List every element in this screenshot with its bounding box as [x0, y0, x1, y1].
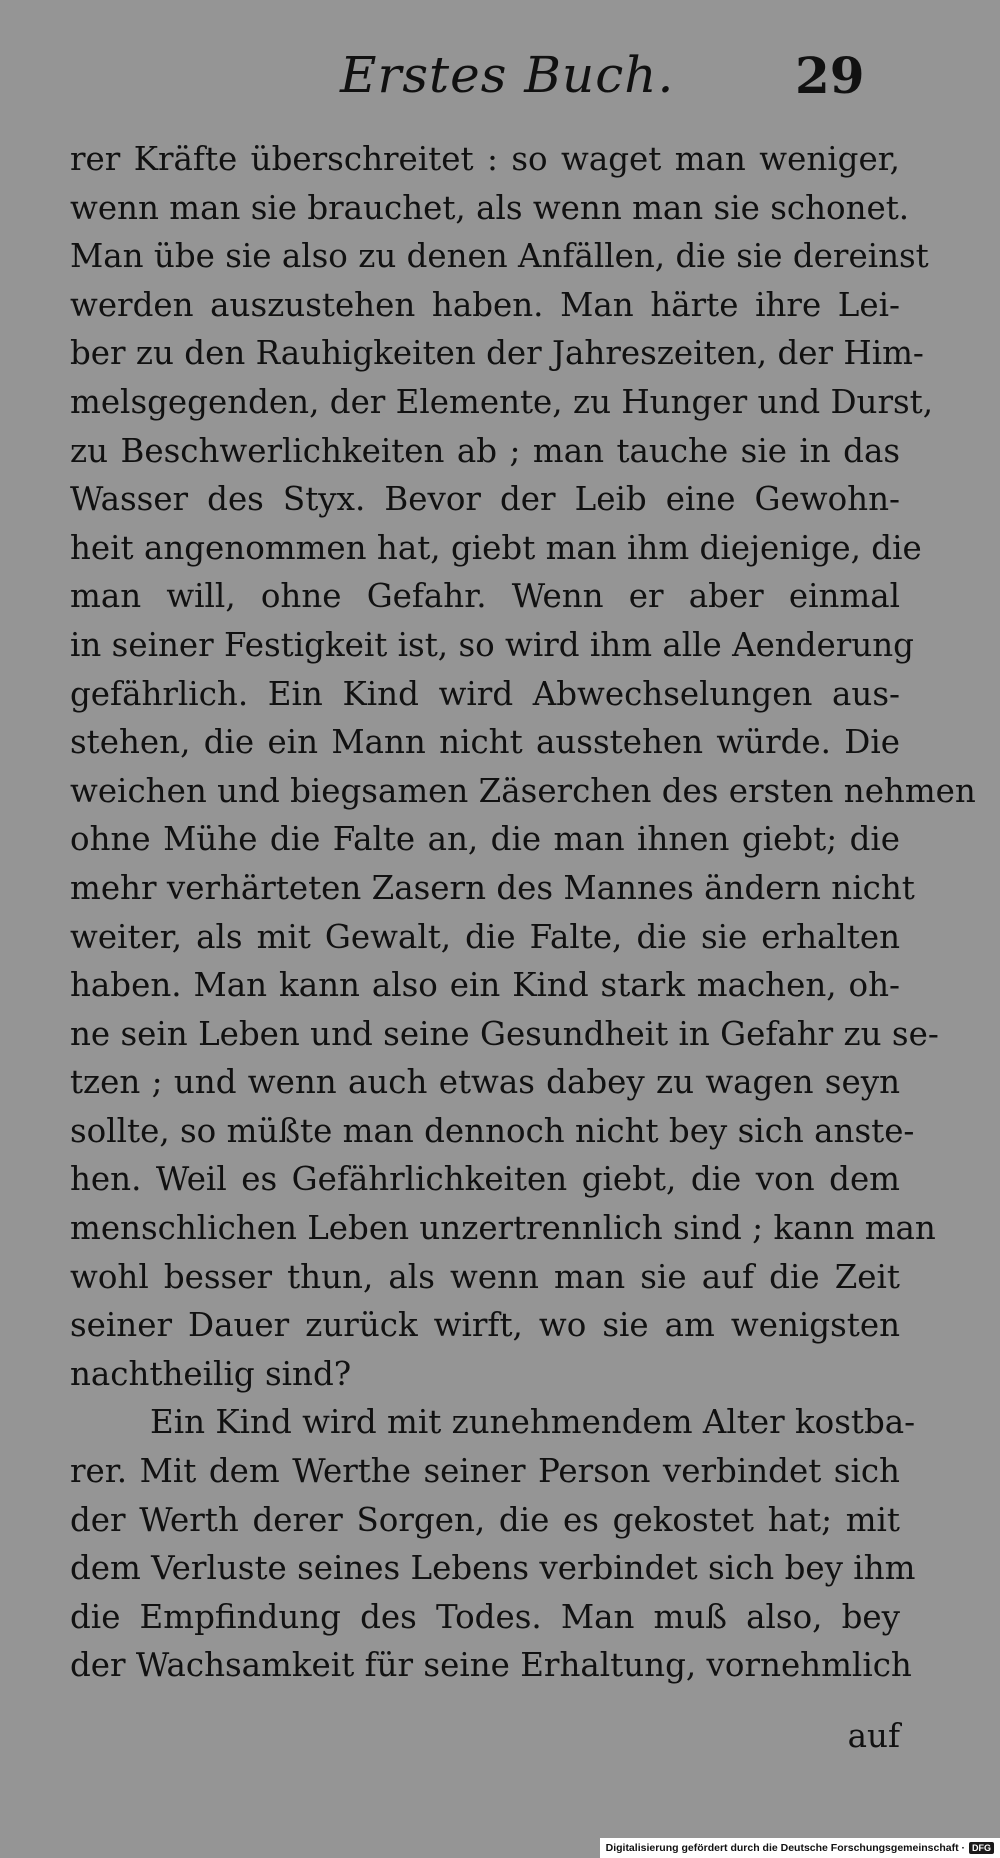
text-line: werden auszustehen haben. Man härte ihre Lei- [70, 285, 900, 324]
text-line: wenn man sie brauchet, als wenn man sie schonet. [70, 188, 910, 227]
digitization-credit: Digitalisierung gefördert durch die Deutsche Forschungsgemeinschaft · [605, 1842, 965, 1854]
text-line: der Werth derer Sorgen, die es gekostet hat; mit [70, 1500, 900, 1539]
text-line: rer Kräfte überschreitet : so waget man weniger, [70, 140, 900, 178]
text-line: sollte, so müßte man dennoch nicht bey sich anste- [70, 1111, 915, 1150]
text-line: gefährlich. Ein Kind wird Abwechselungen aus- [70, 674, 900, 713]
text-line: ohne Mühe die Falte an, die man ihnen giebt; die [70, 820, 900, 859]
text-line: weichen und biegsamen Zäserchen des ersten nehmen [70, 771, 976, 810]
text-line: ber zu den Rauhigkeiten der Jahreszeiten, der Him- [70, 334, 924, 373]
text-line: weiter, als mit Gewalt, die Falte, die sie erhalten [70, 917, 900, 956]
text-line: stehen, die ein Mann nicht ausstehen würde. Die [70, 723, 900, 762]
text-line: in seiner Festigkeit ist, so wird ihm alle Aenderung [70, 625, 914, 664]
paragraph-start-line: Ein Kind wird mit zunehmendem Alter kostba- [150, 1403, 916, 1442]
text-line: der Wachsamkeit für seine Erhaltung, vornehmlich [70, 1646, 912, 1685]
text-line: melsgegenden, der Elemente, zu Hunger und Durst, [70, 382, 934, 421]
text-line: heit angenommen hat, giebt man ihm diejenige, die [70, 528, 922, 567]
text-line: mehr verhärteten Zasern des Mannes ändern nicht [70, 868, 915, 907]
text-line: haben. Man kann also ein Kind stark machen, oh- [70, 966, 900, 1005]
digitization-credit-bar [600, 1838, 1000, 1858]
page-number: 29 [795, 46, 865, 105]
page-header [0, 46, 1000, 116]
text-line: hen. Weil es Gefährlichkeiten giebt, die von dem [70, 1160, 900, 1199]
text-line: seiner Dauer zurück wirft, wo sie am wenigsten [70, 1306, 900, 1345]
text-line: ne sein Leben und seine Gesundheit in Gefahr zu se- [70, 1014, 939, 1053]
text-line: die Empfindung des Todes. Man muß also, bey [70, 1597, 900, 1636]
text-line: tzen ; und wenn auch etwas dabey zu wagen seyn [70, 1063, 900, 1102]
text-line: man will, ohne Gefahr. Wenn er aber einmal [70, 577, 900, 616]
text-line: nachtheilig sind? [70, 1354, 352, 1393]
text-line: wohl besser thun, als wenn man sie auf die Zeit [70, 1257, 900, 1296]
text-line: dem Verluste seines Lebens verbindet sich bey ihm [70, 1549, 916, 1588]
body-text [70, 135, 976, 1690]
running-head: Erstes Buch. [340, 46, 675, 104]
text-line: zu Beschwerlichkeiten ab ; man tauche sie in das [70, 431, 900, 470]
text-line: Wasser des Styx. Bevor der Leib eine Gewohn- [70, 480, 900, 519]
text-line: menschlichen Leben unzertrennlich sind ; kann man [70, 1209, 936, 1248]
catchword: auf [847, 1717, 900, 1755]
text-line: Man übe sie also zu denen Anfällen, die sie dereinst [70, 237, 929, 276]
dfg-logo-icon: DFG [969, 1842, 994, 1854]
text-line: rer. Mit dem Werthe seiner Person verbindet sich [70, 1452, 900, 1491]
